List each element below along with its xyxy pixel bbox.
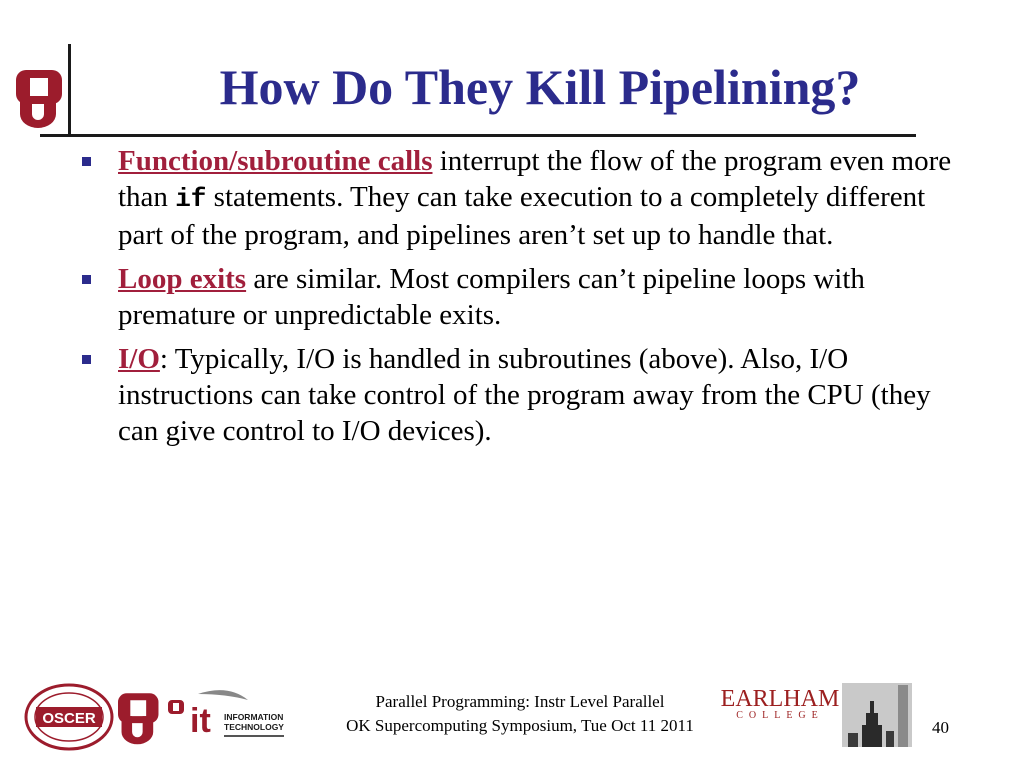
ou-logo-icon bbox=[16, 66, 66, 128]
bullet-text: are similar. Most compilers can’t pipeline loops with premature or unpredictable exits. bbox=[118, 263, 865, 331]
bullet-item bbox=[80, 261, 960, 333]
bullet-item bbox=[80, 341, 960, 449]
bullet-list bbox=[80, 143, 960, 457]
bullet-term: Loop exits bbox=[118, 263, 247, 295]
city-skyline-photo bbox=[842, 683, 912, 747]
bullet-term: Function/subroutine calls bbox=[118, 145, 433, 177]
earlham-logo-sub: COLLEGE bbox=[736, 710, 824, 721]
bullet-item bbox=[80, 143, 960, 253]
header-vertical-rule bbox=[68, 44, 71, 134]
footer-line-1: Parallel Programming: Instr Level Parallel bbox=[375, 692, 665, 711]
oit-label-1: INFORMATION bbox=[224, 712, 284, 722]
page-number: 40 bbox=[932, 718, 949, 737]
oit-logo-text: it bbox=[190, 702, 211, 740]
ou-logo-small-icon bbox=[118, 688, 162, 746]
bullet-text: interrupt the flow of the program even more than bbox=[118, 145, 952, 213]
code-keyword: if bbox=[175, 184, 207, 214]
bullet-term: I/O bbox=[118, 343, 160, 375]
footer-caption bbox=[300, 690, 740, 738]
slide-title: How Do They Kill Pipelining? bbox=[219, 59, 861, 115]
earlham-logo-word: EARLHAM bbox=[720, 686, 840, 712]
earlham-logo-icon bbox=[720, 686, 840, 726]
bullet-text: statements. They can take execution to a completely different part of the program, and pipelines aren’t set up to handle that. bbox=[118, 181, 926, 251]
bullet-square-icon bbox=[82, 355, 91, 364]
footer-line-2: OK Supercomputing Symposium, Tue Oct 11 2011 bbox=[346, 716, 694, 735]
bullet-text: : Typically, I/O is handled in subroutines (above). Also, I/O instructions can take control of the program away from the CPU (they can give control to I/O devices). bbox=[118, 343, 931, 447]
oit-logo-icon bbox=[168, 686, 288, 748]
header-horizontal-rule bbox=[40, 134, 916, 137]
oscer-logo-text: OSCER bbox=[42, 710, 96, 727]
oscer-logo-icon bbox=[24, 683, 114, 751]
oit-label-2: TECHNOLOGY bbox=[224, 722, 284, 732]
bullet-square-icon bbox=[82, 157, 91, 166]
bullet-square-icon bbox=[82, 275, 91, 284]
